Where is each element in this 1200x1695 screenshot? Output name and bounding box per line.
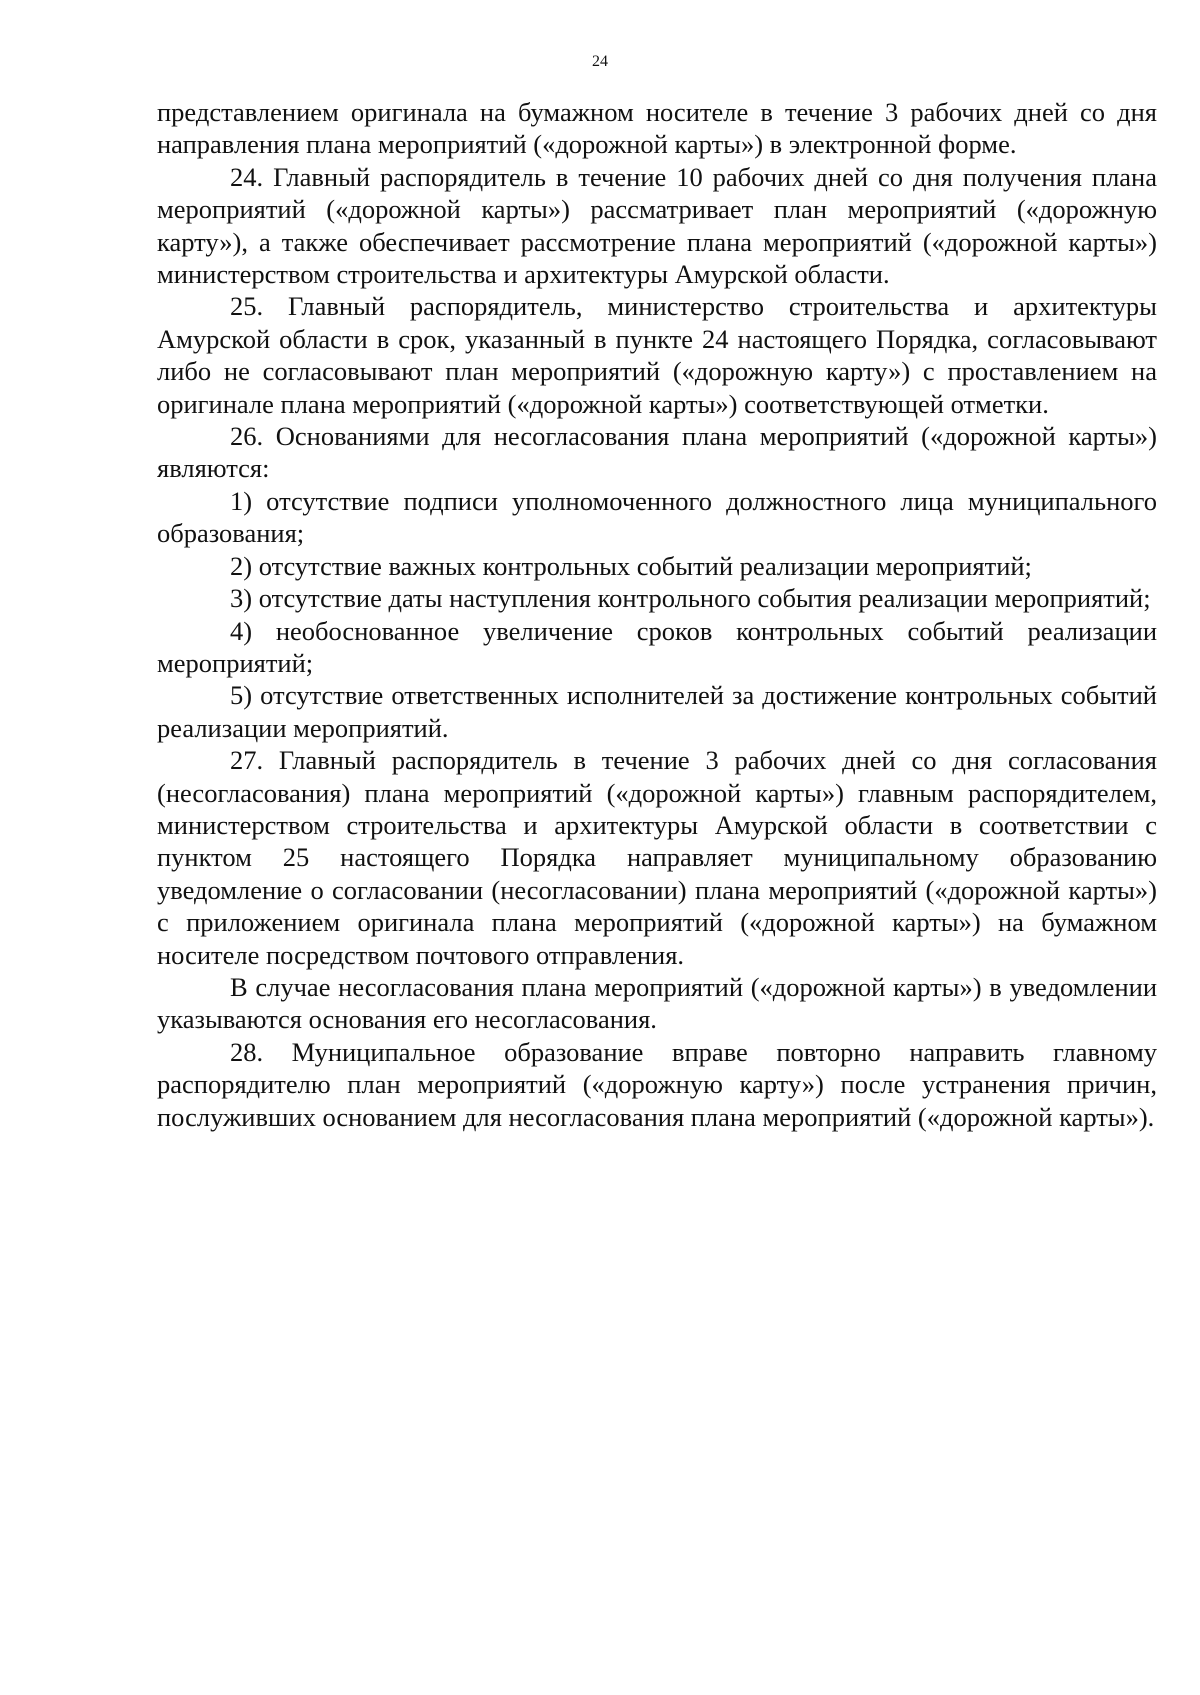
paragraph-item-27: 27. Главный распорядитель в течение 3 рабочих дней со дня согласования (несогласования) плана мероприятий («дорожной карты») главным распорядителем, министерством строительства и архитектуры Амурской области в соответствии с пунктом 25 настоящего Порядка направляет муниципальному образованию уведомление о согласовании (несогласовании) плана мероприятий («дорожной карты») с приложением оригинала плана мероприятий («дорожной карты») на бумажном носителе посредством почтового отправления.: [157, 745, 1157, 970]
list-item-2: 2) отсутствие важных контрольных событий реализации мероприятий;: [230, 550, 1032, 581]
list-item-4: 4) необоснованное увеличение сроков контрольных событий реализации мероприятий;: [157, 615, 1157, 678]
paragraph-item-25: 25. Главный распорядитель, министерство строительства и архитектуры Амурской области в срок, указанный в пункте 24 настоящего Порядка, согласовывают либо не согласовывают план мероприятий («дорожную карту») с проставлением на оригинале плана мероприятий («дорожной карты») соответствующей отметки.: [157, 291, 1157, 419]
paragraph-continuation: представлением оригинала на бумажном носителе в течение 3 рабочих дней со дня направления плана мероприятий («дорожной карты») в электронной форме.: [157, 97, 1157, 160]
paragraph-item-28: 28. Муниципальное образование вправе повторно направить главному распорядителю план мероприятий («дорожную карту») после устранения причин, послуживших основанием для несогласования плана мероприятий («дорожной карты»).: [157, 1036, 1157, 1132]
paragraph-item-24: 24. Главный распорядитель в течение 10 рабочих дней со дня получения плана мероприятий («дорожной карты») рассматривает план мероприятий («дорожную карту»), а также обеспечивает рассмотрение плана мероприятий («дорожной карты») министерством строительства и архитектуры Амурской области.: [157, 161, 1157, 290]
list-item-5: 5) отсутствие ответственных исполнителей за достижение контрольных событий реализации мероприятий.: [157, 680, 1157, 743]
paragraph-item-27-note: В случае несогласования плана мероприятий («дорожной карты») в уведомлении указываются основания его несогласования.: [157, 971, 1157, 1035]
page-number: 24: [592, 53, 608, 70]
list-item-1: 1) отсутствие подписи уполномоченного должностного лица муниципального образования;: [157, 485, 1157, 549]
list-item-3: 3) отсутствие даты наступления контрольного события реализации мероприятий;: [230, 583, 1151, 614]
paragraph-item-26: 26. Основаниями для несогласования плана мероприятий («дорожной карты») являются:: [157, 421, 1157, 484]
document-body: [157, 96, 1157, 1133]
